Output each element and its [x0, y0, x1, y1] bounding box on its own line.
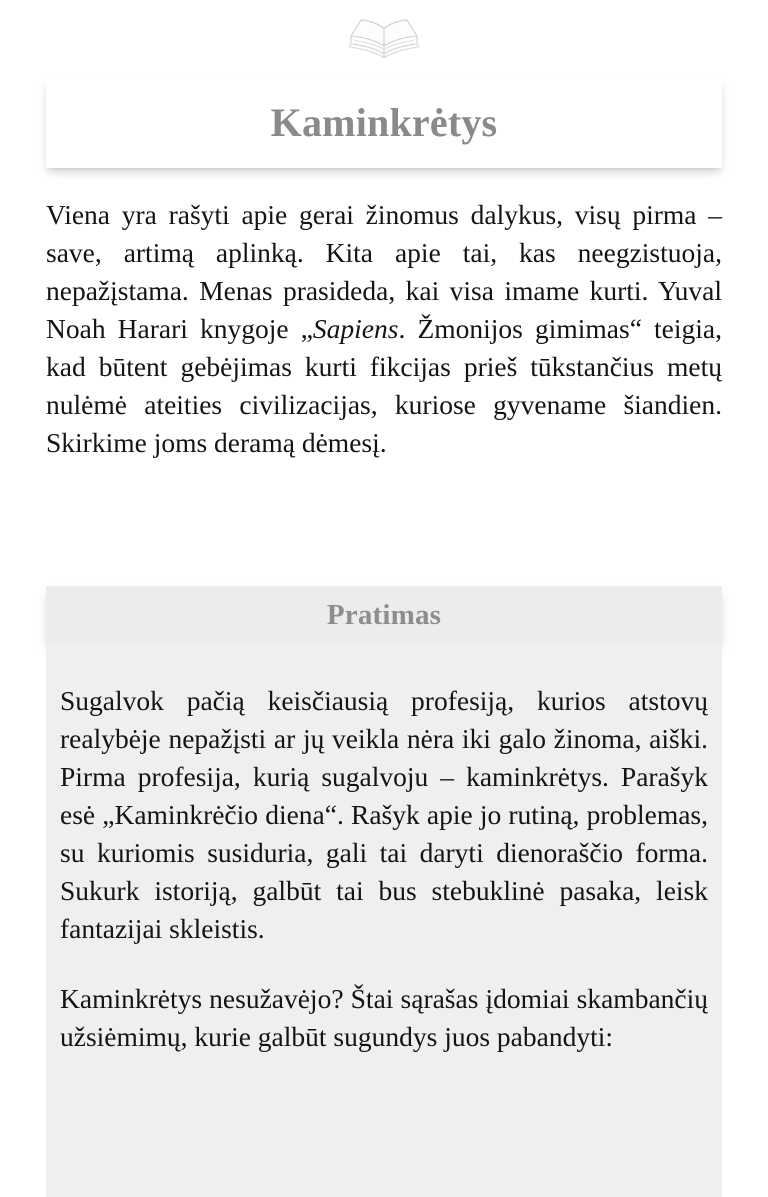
exercise-content [46, 682, 722, 1056]
exercise-paragraph-2: Kaminkrėtys nesužavėjo? Štai sąrašas įdomiai skambančių užsiėmimų, kurie galbūt sugundys juos pabandyti: [60, 983, 708, 1052]
book-title-italic: Sapiens [312, 313, 399, 344]
exercise-paragraph-1: Sugalvok pačią keisčiausią profesiją, kurios atstovų realybėje nepažįsti ar jų veikla nėra iki galo žinoma, aiški. Pirma profesija, kurią sugalvoju – kaminkrėtys. Parašyk esė „Kaminkrėčio diena“. Rašyk apie jo rutiną, problemas, su kuriomis susiduria, gali tai daryti dienoraščio forma. Sukurk istoriją, galbūt tai bus stebuklinė pasaka, leisk fantazijai skleistis. [60, 685, 708, 944]
title-card [46, 78, 722, 168]
intro-paragraph [46, 196, 722, 462]
exercise-heading: Pratimas [326, 598, 442, 631]
intro-paragraph-lead: Viena yra rašyti apie gerai žinomus dalykus, visų pirma – save, artimą aplinką. Kita apie tai, kas neegzistuoja, nepažįstama. Menas prasideda, kai visa imame kurti. Yuval Noah Harari knygoje „ [46, 199, 722, 344]
intro-section [46, 196, 722, 462]
open-book-icon [0, 8, 768, 76]
exercise-panel [46, 644, 722, 1197]
exercise-heading-card [46, 586, 722, 644]
page-title: Kaminkrėtys [270, 100, 498, 145]
intro-paragraph-tail: . Žmonijos gimimas“ teigia, kad būtent gebėjimas kurti fikcijas prieš tūkstančius metų nulėmė ateities civilizacijas, kuriose gyvename šiandien. Skirkime joms deramą dėmesį. [46, 313, 722, 458]
